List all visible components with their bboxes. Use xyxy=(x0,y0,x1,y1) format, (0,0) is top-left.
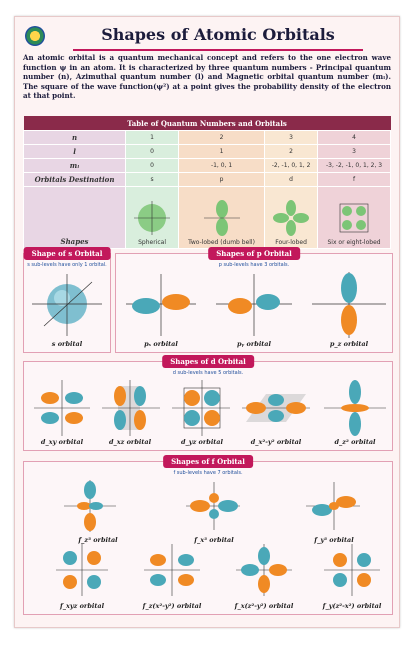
table-cell: -2, -1, 0, 1, 2 xyxy=(265,159,318,173)
px-orbital-label: pₓ orbital xyxy=(144,340,178,348)
fx3-orbital-shape xyxy=(186,482,240,530)
dx2y2-orbital-label: d_x²-y² orbital xyxy=(250,438,302,446)
p-orbitals-icon xyxy=(116,270,392,340)
f-panel-subtitle: f sub-levels have 7 orbitals. xyxy=(173,470,243,476)
page-title: Shapes of Atomic Orbitals xyxy=(73,23,363,51)
py-orbital-shape xyxy=(216,274,292,336)
dyz-orbital-label: d_yz orbital xyxy=(181,438,223,446)
table-cell: s xyxy=(126,173,179,187)
row-header: mₗ xyxy=(24,159,126,173)
table-row xyxy=(24,173,391,187)
row-header: Orbitals Destination xyxy=(24,173,126,187)
s-panel-title: Shape of s Orbital xyxy=(24,247,111,260)
table-cell: 3 xyxy=(318,145,391,159)
shape-cell xyxy=(126,187,179,249)
title-bar xyxy=(15,23,399,49)
table-cell: 1 xyxy=(179,145,265,159)
pz-orbital-label: p_z orbital xyxy=(329,340,369,348)
dxz-orbital-shape xyxy=(102,380,160,436)
d-panel-subtitle: d sub-levels have 5 orbitals. xyxy=(172,370,244,376)
fyz2x2-orbital-shape xyxy=(324,544,380,596)
table-cell: 4 xyxy=(318,131,391,145)
intro-text: An atomic orbital is a quantum mechanical concept and refers to the one electron wave function ψ in an atom. It is characterized by three quantum numbers - Principal quantum number (n), Azimuthal quantum number (l) and Magnetic orbital quantum number (mₗ). The square of the wave function(ψ²) at a point gives the probability density of the electron at that point. xyxy=(23,53,391,101)
s-orbital-icon xyxy=(24,270,110,340)
spherical-shape-icon xyxy=(132,199,172,237)
fxyz-orbital-shape xyxy=(56,544,108,596)
dz2-orbital-shape xyxy=(324,380,386,436)
pz-orbital-shape xyxy=(312,272,386,338)
shape-caption: Six or eight-lobed xyxy=(327,239,381,246)
quantum-table xyxy=(23,116,391,249)
table-cell: -3, -2, -1, 0, 1, 2, 3 xyxy=(318,159,391,173)
dyz-orbital-shape xyxy=(172,380,230,436)
f-orbital-panel xyxy=(23,457,393,615)
dxy-orbital-label: d_xy orbital xyxy=(40,438,84,446)
fxz2y2-orbital-shape xyxy=(236,544,292,596)
poster-sheet xyxy=(14,16,400,628)
fz3-orbital-shape xyxy=(64,480,116,532)
table-cell: p xyxy=(179,173,265,187)
shape-cell xyxy=(179,187,265,249)
p-panel-subtitle: p sub-levels have 3 orbitals. xyxy=(218,262,290,268)
table-cell: -1, 0, 1 xyxy=(179,159,265,173)
table-cell: f xyxy=(318,173,391,187)
fx3-orbital-label: f_x³ orbital xyxy=(194,536,234,544)
s-panel-subtitle: s sub-levels have only 1 orbital. xyxy=(27,262,107,268)
row-header: Shapes xyxy=(24,187,126,249)
dxy-orbital-shape xyxy=(34,380,90,436)
table-title: Table of Quantum Numbers and Orbitals xyxy=(24,116,391,131)
table-cell: 3 xyxy=(265,131,318,145)
table-row xyxy=(24,159,391,173)
table-row xyxy=(24,131,391,145)
d-panel-title: Shapes of d Orbital xyxy=(162,355,254,368)
shape-caption: Spherical xyxy=(138,239,166,246)
f-panel-title: Shapes of f Orbital xyxy=(163,455,253,468)
table-cell: 2 xyxy=(179,131,265,145)
table-cell: 0 xyxy=(126,159,179,173)
py-orbital-label: pᵧ orbital xyxy=(237,340,271,348)
fxyz-orbital-label: f_xyz orbital xyxy=(59,602,105,610)
table-cell: 2 xyxy=(265,145,318,159)
dx2y2-orbital-shape xyxy=(242,394,310,422)
fzx2y2-orbital-shape xyxy=(144,544,200,596)
table-cell: d xyxy=(265,173,318,187)
four-lobed-shape-icon xyxy=(271,199,311,237)
px-orbital-shape xyxy=(126,274,196,336)
p-orbital-panel xyxy=(115,249,393,353)
row-header: n xyxy=(24,131,126,145)
table-row xyxy=(24,187,391,249)
dz2-orbital-label: d_z² orbital xyxy=(334,438,376,446)
s-orbital-panel xyxy=(23,249,111,353)
shape-cell xyxy=(265,187,318,249)
table-row xyxy=(24,145,391,159)
shape-cell xyxy=(318,187,391,249)
table-cell: 1 xyxy=(126,131,179,145)
fy3-orbital-shape xyxy=(306,482,360,530)
d-orbital-panel xyxy=(23,357,393,451)
dumbbell-shape-icon xyxy=(202,199,242,237)
publisher-logo xyxy=(25,26,45,46)
shape-caption: Two-lobed (dumb bell) xyxy=(188,239,255,246)
d-orbitals-icon xyxy=(24,378,392,438)
shape-caption: Four-lobed xyxy=(275,239,307,246)
fxz2y2-orbital-label: f_x(z²-y²) orbital xyxy=(234,602,294,610)
fyz2x2-orbital-label: f_y(z²-x²) orbital xyxy=(322,602,382,610)
dxz-orbital-label: d_xz orbital xyxy=(108,438,152,446)
row-header: l xyxy=(24,145,126,159)
fy3-orbital-label: f_y³ orbital xyxy=(314,536,354,544)
eight-lobed-shape-icon xyxy=(334,199,374,237)
table-cell: 0 xyxy=(126,145,179,159)
p-panel-title: Shapes of p Orbital xyxy=(208,247,300,260)
fzx2y2-orbital-label: f_z(x²-y²) orbital xyxy=(142,602,202,610)
fz3-orbital-label: f_z³ orbital xyxy=(78,536,118,544)
s-orbital-label: s orbital xyxy=(51,340,83,348)
